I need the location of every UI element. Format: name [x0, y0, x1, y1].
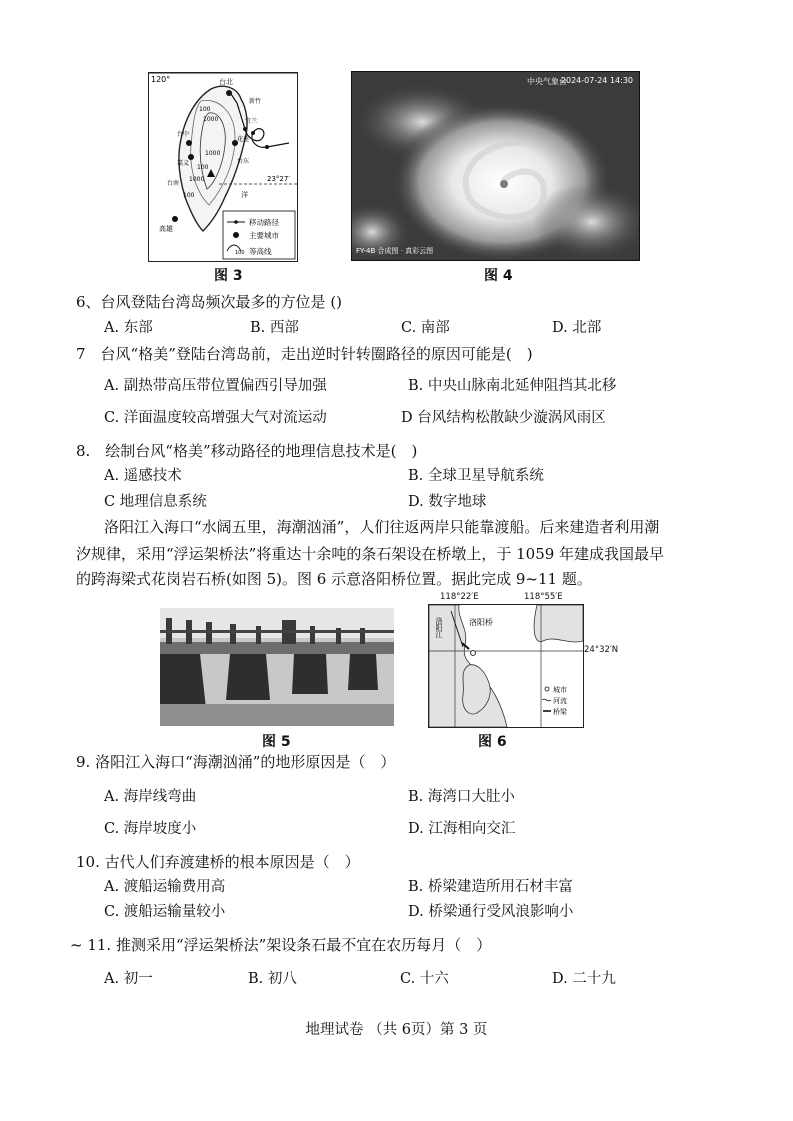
figure-5-bridge-photo	[160, 608, 394, 726]
fig6-lat-label: 24°32′N	[584, 645, 619, 655]
legend-city-dot	[233, 232, 239, 238]
river-water	[160, 704, 394, 726]
legend-label-contour: 等高线	[249, 247, 272, 256]
question-11-option-c[interactable]: C. 十六	[400, 971, 449, 987]
legend-label-path: 移动路径	[249, 218, 279, 227]
question-10-option-c[interactable]: C. 渡船运输量较小	[104, 904, 226, 920]
question-9-option-b[interactable]: B. 海湾口大肚小	[408, 789, 515, 805]
fig6-lon-label-1: 118°22′E	[440, 592, 479, 602]
place-label-gaoxiong: 高雄	[159, 225, 173, 233]
legend-contour-value: 100	[235, 250, 245, 256]
latitude-label: 23°27′	[267, 175, 290, 183]
contour-label: 1000	[203, 116, 219, 123]
question-8-option-c[interactable]: C 地理信息系统	[104, 494, 207, 510]
contour-label: 100	[183, 192, 195, 199]
contour-label: 1000	[205, 150, 221, 157]
bridge-photo-svg	[160, 608, 394, 726]
question-10-stem: 10. 古代人们弃渡建桥的根本原因是（ ）	[76, 853, 360, 871]
contour-label: 1000	[189, 176, 205, 183]
river-label: 洛阳江	[435, 617, 443, 638]
question-11-stem: ~ 11. 推测采用“浮运架桥法”架设条石最不宜在农历每月（ ）	[70, 936, 492, 954]
legend-city-circle	[545, 687, 549, 691]
typhoon-eye	[500, 180, 508, 188]
contour-label: 100	[197, 164, 209, 171]
place-label-taidong: 台东	[237, 158, 250, 165]
question-11-option-d[interactable]: D. 二十九	[552, 971, 616, 987]
satellite-corner-tag: 中央气象台	[527, 77, 567, 86]
question-10-option-b[interactable]: B. 桥梁建造所用石材丰富	[408, 879, 573, 895]
passage-line-1: 洛阳江入海口“水阔五里，海潮汹涌”，人们往返两岸只能靠渡船。后来建造者利用潮	[104, 518, 660, 536]
city-circle	[471, 651, 476, 656]
question-11-option-a[interactable]: A. 初一	[104, 971, 153, 987]
question-9-option-a[interactable]: A. 海岸线弯曲	[104, 789, 197, 805]
taiwan-map-svg	[149, 73, 297, 261]
place-label-taizhong: 台中	[177, 131, 190, 138]
question-11-option-b[interactable]: B. 初八	[248, 971, 297, 987]
legend-label-river: 河流	[553, 697, 567, 705]
contour-label: 100	[199, 106, 211, 113]
figure-3-map	[148, 72, 298, 262]
question-10-option-a[interactable]: A. 渡船运输费用高	[104, 879, 226, 895]
question-6-option-b[interactable]: B. 西部	[250, 320, 299, 336]
question-7-option-a[interactable]: A. 副热带高压带位置偏西引导加强	[104, 378, 327, 394]
bridge-rail	[160, 630, 394, 633]
place-label-yilan: 宜兰	[245, 118, 258, 125]
land-area-east	[534, 605, 583, 642]
legend-label-city: 主要城市	[249, 231, 279, 240]
legend-label-bridge: 桥梁	[553, 708, 567, 716]
place-label-taipei: 台北	[219, 78, 233, 86]
figure-4-satellite-image	[351, 71, 640, 261]
figure-4-caption: 图 4	[484, 268, 513, 284]
passage-line-2: 汐规律，采用“浮运架桥法”将重达十余吨的条石架设在桥墩上，于 1059 年建成我国最早	[76, 545, 665, 563]
place-label-tainan: 台南	[167, 180, 180, 187]
longitude-label: 120°	[151, 75, 171, 84]
city-dot	[186, 140, 192, 146]
question-7-option-d[interactable]: D 台风结构松散缺少漩涡风雨区	[401, 410, 606, 426]
question-9-option-d[interactable]: D. 江海相向交汇	[408, 821, 516, 837]
location-map-svg	[429, 605, 583, 727]
figure-6-caption: 图 6	[478, 734, 507, 750]
satellite-timestamp: 2024-07-24 14:30	[560, 76, 633, 85]
typhoon-cloud-svg	[352, 72, 639, 260]
place-label-xinzhu: 新竹	[249, 98, 262, 105]
question-6-option-c[interactable]: C. 南部	[401, 320, 450, 336]
question-7-stem: 7 台风“格美”登陆台湾岛前，走出逆时针转圈路径的原因可能是( )	[76, 345, 533, 363]
page-footer: 地理试卷 （共 6页）第 3 页	[305, 1022, 488, 1038]
question-6-option-d[interactable]: D. 北部	[552, 320, 602, 336]
city-dot	[172, 216, 178, 222]
fig6-lon-label-2: 118°55′E	[524, 592, 563, 602]
question-7-option-c[interactable]: C. 洋面温度较高增强大气对流运动	[104, 410, 327, 426]
question-9-stem: 9. 洛阳江入海口“海潮汹涌”的地形原因是（ ）	[76, 753, 396, 771]
sea-label: 洋	[241, 191, 248, 199]
figure-5-caption: 图 5	[262, 734, 291, 750]
question-10-option-d[interactable]: D. 桥梁通行受风浪影响小	[408, 904, 574, 920]
question-7-option-b[interactable]: B. 中央山脉南北延伸阻挡其北移	[408, 378, 617, 394]
figure-6-location-map	[428, 604, 584, 728]
legend-label-city: 城市	[553, 686, 567, 694]
figure-3-caption: 图 3	[214, 268, 243, 284]
satellite-bottom-tag: FY-4B 合成图 · 真彩云图	[356, 247, 434, 255]
question-8-option-a[interactable]: A. 遥感技术	[104, 468, 182, 484]
bridge-label: 洛阳桥	[469, 618, 493, 627]
passage-line-3: 的跨海梁式花岗岩石桥(如图 5)。图 6 示意洛阳桥位置。据此完成 9~11 题。	[76, 570, 592, 588]
question-8-option-b[interactable]: B. 全球卫星导航系统	[408, 468, 544, 484]
question-9-option-c[interactable]: C. 海岸坡度小	[104, 821, 197, 837]
place-label-hualian: 花莲	[237, 136, 250, 143]
question-6-option-a[interactable]: A. 东部	[104, 320, 153, 336]
question-8-option-d[interactable]: D. 数字地球	[408, 494, 487, 510]
city-dot	[226, 90, 232, 96]
question-6-stem: 6、台风登陆台湾岛频次最多的方位是 ()	[76, 293, 343, 311]
bridge-deck	[160, 642, 394, 654]
place-label-jiayi: 嘉义	[177, 160, 190, 167]
question-8-stem: 8. 绘制台风“格美”移动路径的地理信息技术是( )	[76, 442, 418, 460]
